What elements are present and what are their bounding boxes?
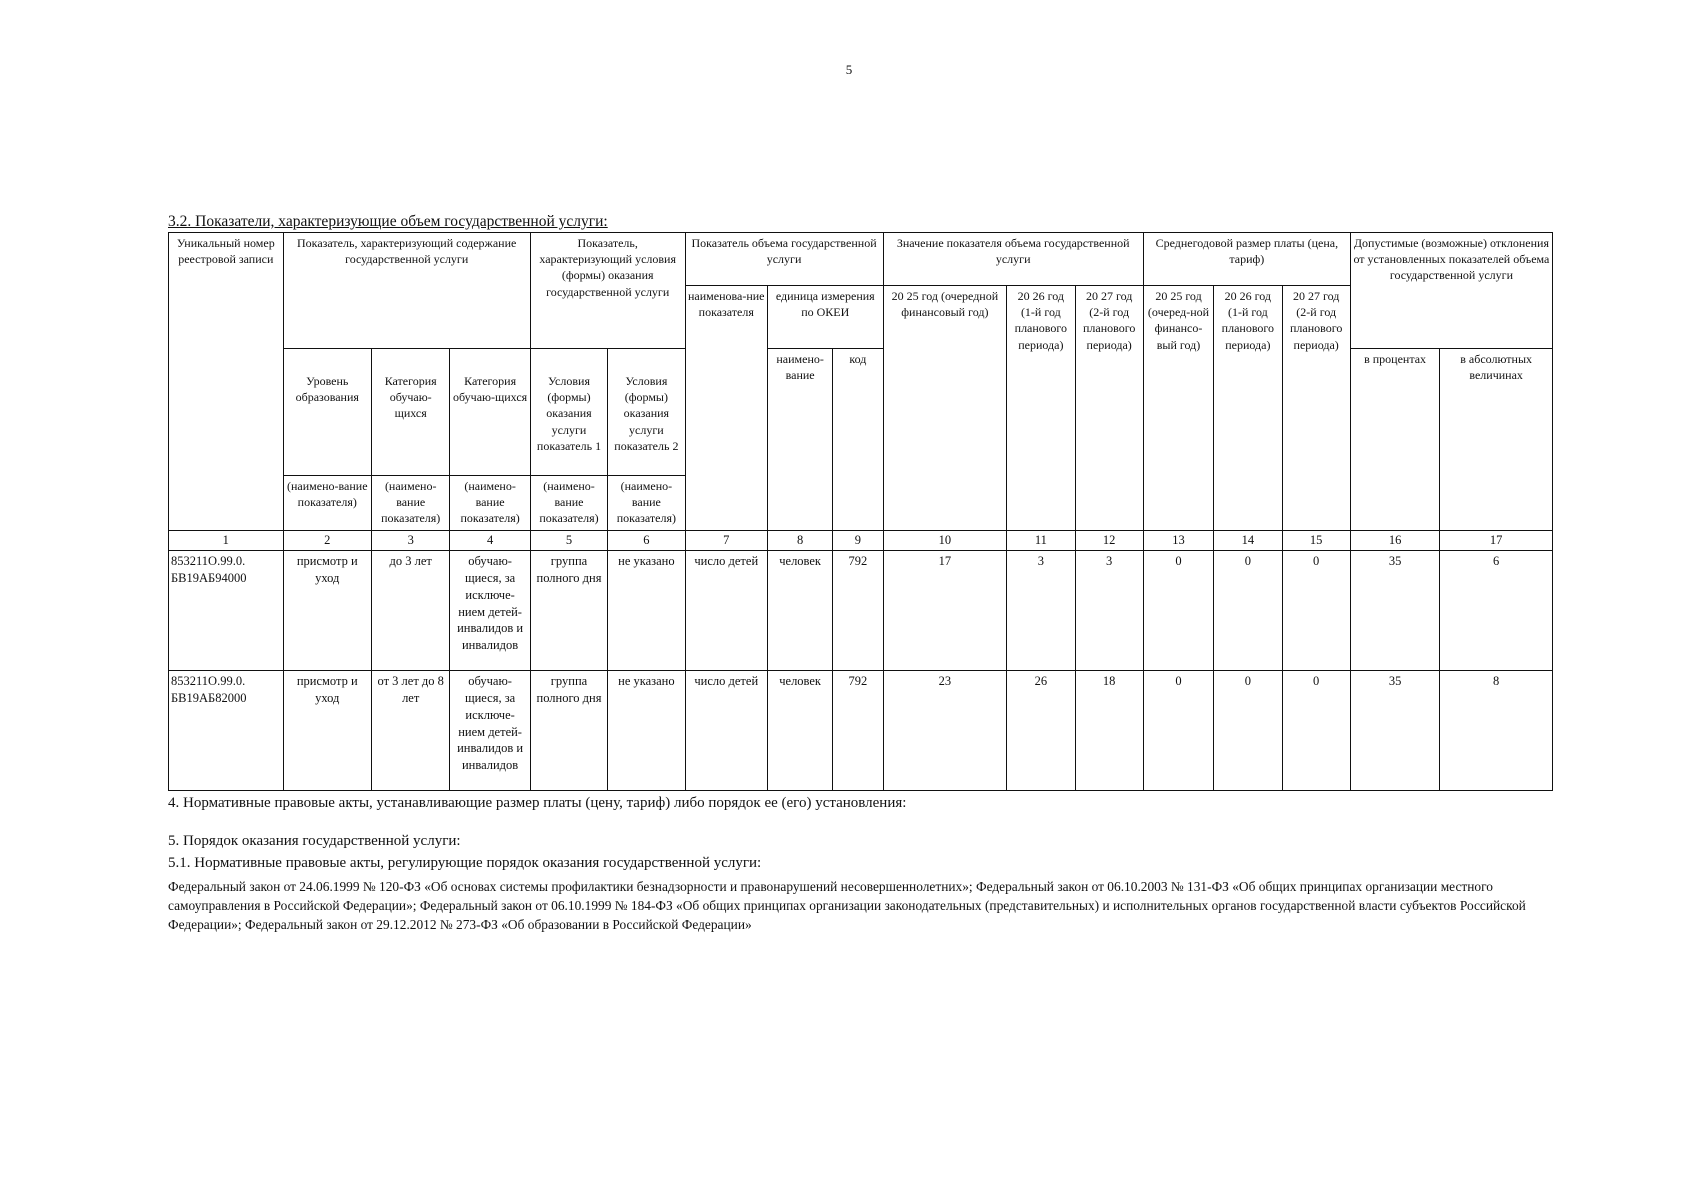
col-num-3: 3 <box>372 531 450 551</box>
col-num-16: 16 <box>1350 531 1439 551</box>
header-cond2-spacer <box>608 349 685 372</box>
cell-value-2027: 3 <box>1075 550 1143 670</box>
section-5-1-heading: 5.1. Нормативные правовые акты, регулирующие порядок оказания государственной услуги: <box>168 855 762 871</box>
col-num-8: 8 <box>767 531 832 551</box>
page-number: 5 <box>845 62 853 77</box>
cell-indicator: число детей <box>685 670 767 790</box>
header-fee-2026: 20 26 год (1-й год планового периода) <box>1214 286 1282 531</box>
header-value-group: Значение показателя объема государственной услуги <box>883 233 1143 286</box>
col-num-10: 10 <box>883 531 1007 551</box>
col-num-17: 17 <box>1440 531 1553 551</box>
cell-registry-number: 853211О.99.0. БВ19АБ82000 <box>169 670 284 790</box>
header-content-group: Показатель, характеризующий содержание государственной услуги <box>283 233 530 349</box>
cell-fee-2027: 0 <box>1282 670 1350 790</box>
col-num-13: 13 <box>1143 531 1213 551</box>
header-in-percent: в процентах <box>1350 349 1439 531</box>
laws-paragraph: Федеральный закон от 24.06.1999 № 120-ФЗ «Об основах системы профилактики безнадзорности и правонарушений несовершеннолетних»; Федеральный закон от 06.10.2003 № 131-ФЗ «Об общих принципах организации местного самоуправления в Российской Федерации»; Федеральный закон от 06.10.1999 № 184-ФЗ «Об общих принципах организации законодательных (представительных) и исполнительных органов государственной власти субъектов Российской Федерации»; Федеральный закон от 29.12.2012 № 273-ФЗ «Об образовании в Российской Федерации» <box>168 879 1526 933</box>
table-row <box>169 550 1553 670</box>
header-volume-group: Показатель объема государственной услуги <box>685 233 883 286</box>
col-num-12: 12 <box>1075 531 1143 551</box>
col-num-15: 15 <box>1282 531 1350 551</box>
header-unit-code: код <box>833 349 883 531</box>
col-num-1: 1 <box>169 531 284 551</box>
header-fee-group: Среднегодовой размер платы (цена, тариф) <box>1143 233 1350 286</box>
header-cond1-spacer <box>530 349 607 372</box>
section-title: 3.2. Показатели, характеризующие объем государственной услуги: <box>168 213 608 230</box>
header-cat2-spacer <box>450 349 530 372</box>
column-number-row <box>169 531 1553 551</box>
header-category-2: Категория обучаю-щихся <box>450 371 530 476</box>
col-num-2: 2 <box>283 531 371 551</box>
col-num-11: 11 <box>1007 531 1075 551</box>
cell-form: группа полного дня <box>530 670 607 790</box>
section-4-heading: 4. Нормативные правовые акты, устанавливающие размер платы (цену, тариф) либо порядок ее (его) установления: <box>168 795 907 811</box>
cell-fee-2026: 0 <box>1214 670 1282 790</box>
header-note-6: (наимено-вание показателя) <box>608 476 685 531</box>
cell-value-2025: 17 <box>883 550 1007 670</box>
cell-dev-absolute: 8 <box>1440 670 1553 790</box>
cell-code: 792 <box>833 670 883 790</box>
col-num-7: 7 <box>685 531 767 551</box>
cell-level: присмотр и уход <box>283 670 371 790</box>
cell-condition: не указано <box>608 550 685 670</box>
header-note-5: (наимено-вание показателя) <box>530 476 607 531</box>
header-value-2025: 20 25 год (очередной финансовый год) <box>883 286 1007 531</box>
header-fee-2027: 20 27 год (2-й год планового периода) <box>1282 286 1350 531</box>
cell-age: до 3 лет <box>372 550 450 670</box>
header-condition-1: Условия (формы) оказания услуги показатель 1 <box>530 371 607 476</box>
header-deviation-group: Допустимые (возможные) отклонения от установленных показателей объема государственной услуги <box>1350 233 1552 286</box>
cell-level: присмотр и уход <box>283 550 371 670</box>
cell-fee-2025: 0 <box>1143 670 1213 790</box>
table-row <box>169 670 1553 790</box>
cell-age: от 3 лет до 8 лет <box>372 670 450 790</box>
col-num-5: 5 <box>530 531 607 551</box>
cell-category: обучаю-щиеся, за исключе-нием детей-инвалидов и инвалидов <box>450 550 530 670</box>
cell-form: группа полного дня <box>530 550 607 670</box>
cell-fee-2026: 0 <box>1214 550 1282 670</box>
header-value-2026: 20 26 год (1-й год планового периода) <box>1007 286 1075 531</box>
cell-registry-number: 853211О.99.0. БВ19АБ94000 <box>169 550 284 670</box>
header-category-1: Категория обучаю-щихся <box>372 371 450 476</box>
header-note-4: (наимено-вание показателя) <box>450 476 530 531</box>
col-num-6: 6 <box>608 531 685 551</box>
cell-category: обучаю-щиеся, за исключе-нием детей-инвалидов и инвалидов <box>450 670 530 790</box>
cell-fee-2025: 0 <box>1143 550 1213 670</box>
cell-dev-absolute: 6 <box>1440 550 1553 670</box>
header-condition-2: Условия (формы) оказания услуги показатель 2 <box>608 371 685 476</box>
cell-value-2025: 23 <box>883 670 1007 790</box>
header-fee-2025: 20 25 год (очеред-ной финансо-вый год) <box>1143 286 1213 531</box>
header-note-3: (наимено-вание показателя) <box>372 476 450 531</box>
cell-condition: не указано <box>608 670 685 790</box>
header-unit-name: наимено-вание <box>767 349 832 531</box>
cell-value-2026: 3 <box>1007 550 1075 670</box>
header-level-edu: Уровень образования <box>283 371 371 476</box>
cell-unit: человек <box>767 550 832 670</box>
col-num-4: 4 <box>450 531 530 551</box>
volume-indicators-table <box>168 232 1553 791</box>
cell-value-2027: 18 <box>1075 670 1143 790</box>
header-note-2: (наимено-вание показателя) <box>283 476 371 531</box>
header-unit-okei: единица измерения по ОКЕИ <box>767 286 883 349</box>
header-indicator-name: наименова-ние показателя <box>685 286 767 531</box>
header-conditions-group: Показатель, характеризующий условия (формы) оказания государственной услуги <box>530 233 685 349</box>
col-num-9: 9 <box>833 531 883 551</box>
cell-code: 792 <box>833 550 883 670</box>
cell-fee-2027: 0 <box>1282 550 1350 670</box>
header-level-spacer <box>283 349 371 372</box>
header-value-2027: 20 27 год (2-й год планового периода) <box>1075 286 1143 531</box>
cell-value-2026: 26 <box>1007 670 1075 790</box>
cell-dev-percent: 35 <box>1350 670 1439 790</box>
header-in-absolute: в абсолютных величинах <box>1440 349 1553 531</box>
cell-dev-percent: 35 <box>1350 550 1439 670</box>
header-unique-number: Уникальный номер реестровой записи <box>169 233 284 531</box>
header-deviation-spacer <box>1350 286 1552 349</box>
section-5-heading: 5. Порядок оказания государственной услуги: <box>168 833 461 849</box>
header-cat1-spacer <box>372 349 450 372</box>
col-num-14: 14 <box>1214 531 1282 551</box>
cell-unit: человек <box>767 670 832 790</box>
cell-indicator: число детей <box>685 550 767 670</box>
